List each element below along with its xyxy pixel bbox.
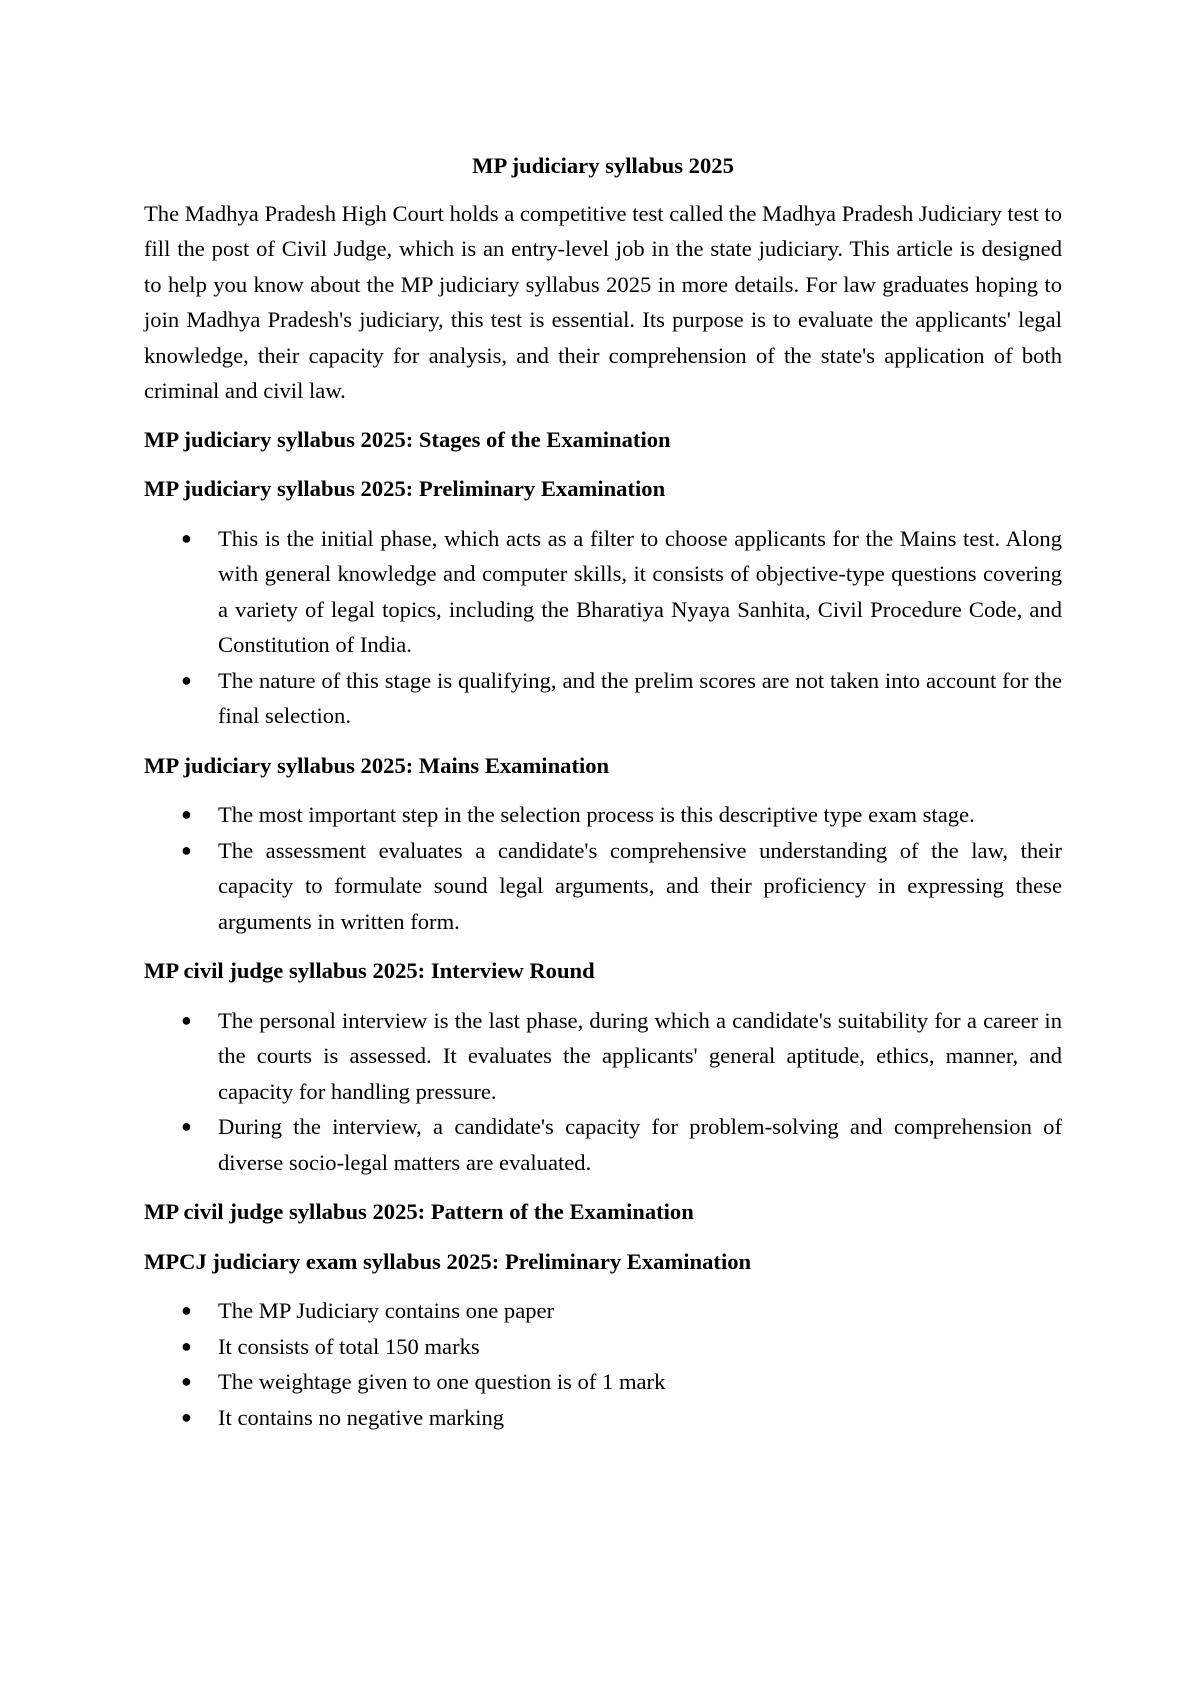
section-heading: MP civil judge syllabus 2025: Interview Round [144, 958, 595, 983]
list-item-text: The weightage given to one question is of 1 mark [218, 1369, 666, 1394]
bullet-icon: ● [181, 1371, 192, 1391]
list-item [181, 833, 1062, 940]
document-title: MP judiciary syllabus 2025 [472, 153, 734, 178]
bullet-icon: ● [181, 839, 192, 860]
section-heading: MPCJ judiciary exam syllabus 2025: Preliminary Examination [144, 1248, 752, 1274]
list-item [181, 1109, 1062, 1180]
bullet-list [144, 1003, 1062, 1181]
bullet-list [144, 521, 1062, 734]
bullet-icon: ● [181, 669, 192, 690]
bullet-icon: ● [181, 804, 192, 824]
section-heading: MP judiciary syllabus 2025: Preliminary Examination [144, 476, 666, 501]
bullet-icon: ● [181, 1116, 192, 1136]
bullet-icon: ● [181, 1009, 192, 1030]
bullet-icon: ● [181, 1300, 192, 1320]
intro-paragraph: The Madhya Pradesh High Court holds a competitive test called the Madhya Pradesh Judiciary test to fill the post of Civil Judge, which is an entry-level job in the state judiciary. This article is designed to help you know about the MP judiciary syllabus 2025 in more details. For law graduates hoping to join Madhya Pradesh's judiciary, this test is essential. Its purpose is to evaluate the applicants' legal knowledge, their capacity for analysis, and their comprehension of the state's application of both criminal and civil law. [144, 200, 1062, 403]
list-item [181, 1003, 1062, 1110]
list-item-text: The most important step in the selection process is this descriptive type exam stage. [218, 802, 975, 827]
list-item-text: This is the initial phase, which acts as a filter to choose applicants for the Mains test. Along with general knowledge and computer skills, it consists of objective-type questions covering a variety of legal topics, including the Bharatiya Nyaya Sanhita, Civil Procedure Code, and Constitution of India. [218, 525, 1062, 657]
bullet-icon: ● [181, 1335, 192, 1356]
document-page [144, 148, 1062, 1449]
bullet-icon: ● [181, 1406, 192, 1427]
bullet-list [144, 797, 1062, 939]
section-heading: MP judiciary syllabus 2025: Stages of the Examination [144, 426, 671, 452]
sections-container [144, 422, 1062, 1436]
list-item-text: The nature of this stage is qualifying, and the prelim scores are not taken into account for the final selection. [218, 667, 1062, 728]
list-item-text: During the interview, a candidate's capacity for problem-solving and comprehension of diverse socio-legal matters are evaluated. [218, 1114, 1062, 1175]
list-item-text: The assessment evaluates a candidate's comprehensive understanding of the law, their capacity to formulate sound legal arguments, and their proficiency in expressing these arguments in written form. [218, 837, 1062, 934]
list-item [181, 663, 1062, 734]
list-item [181, 797, 1062, 833]
section-heading: MP judiciary syllabus 2025: Mains Examination [144, 752, 610, 778]
list-item [181, 1400, 1062, 1436]
list-item-text: It consists of total 150 marks [218, 1333, 480, 1359]
list-item [181, 521, 1062, 663]
list-item-text: The personal interview is the last phase, during which a candidate's suitability for a career in the courts is assessed. It evaluates the applicants' general aptitude, ethics, manner, and capacity for handling pressure. [218, 1007, 1062, 1104]
section-heading: MP civil judge syllabus 2025: Pattern of the Examination [144, 1199, 694, 1224]
list-item-text: The MP Judiciary contains one paper [218, 1298, 555, 1323]
list-item-text: It contains no negative marking [218, 1404, 505, 1430]
list-item [181, 1329, 1062, 1365]
bullet-list [144, 1293, 1062, 1435]
bullet-icon: ● [181, 527, 192, 548]
list-item [181, 1364, 1062, 1400]
list-item [181, 1293, 1062, 1329]
